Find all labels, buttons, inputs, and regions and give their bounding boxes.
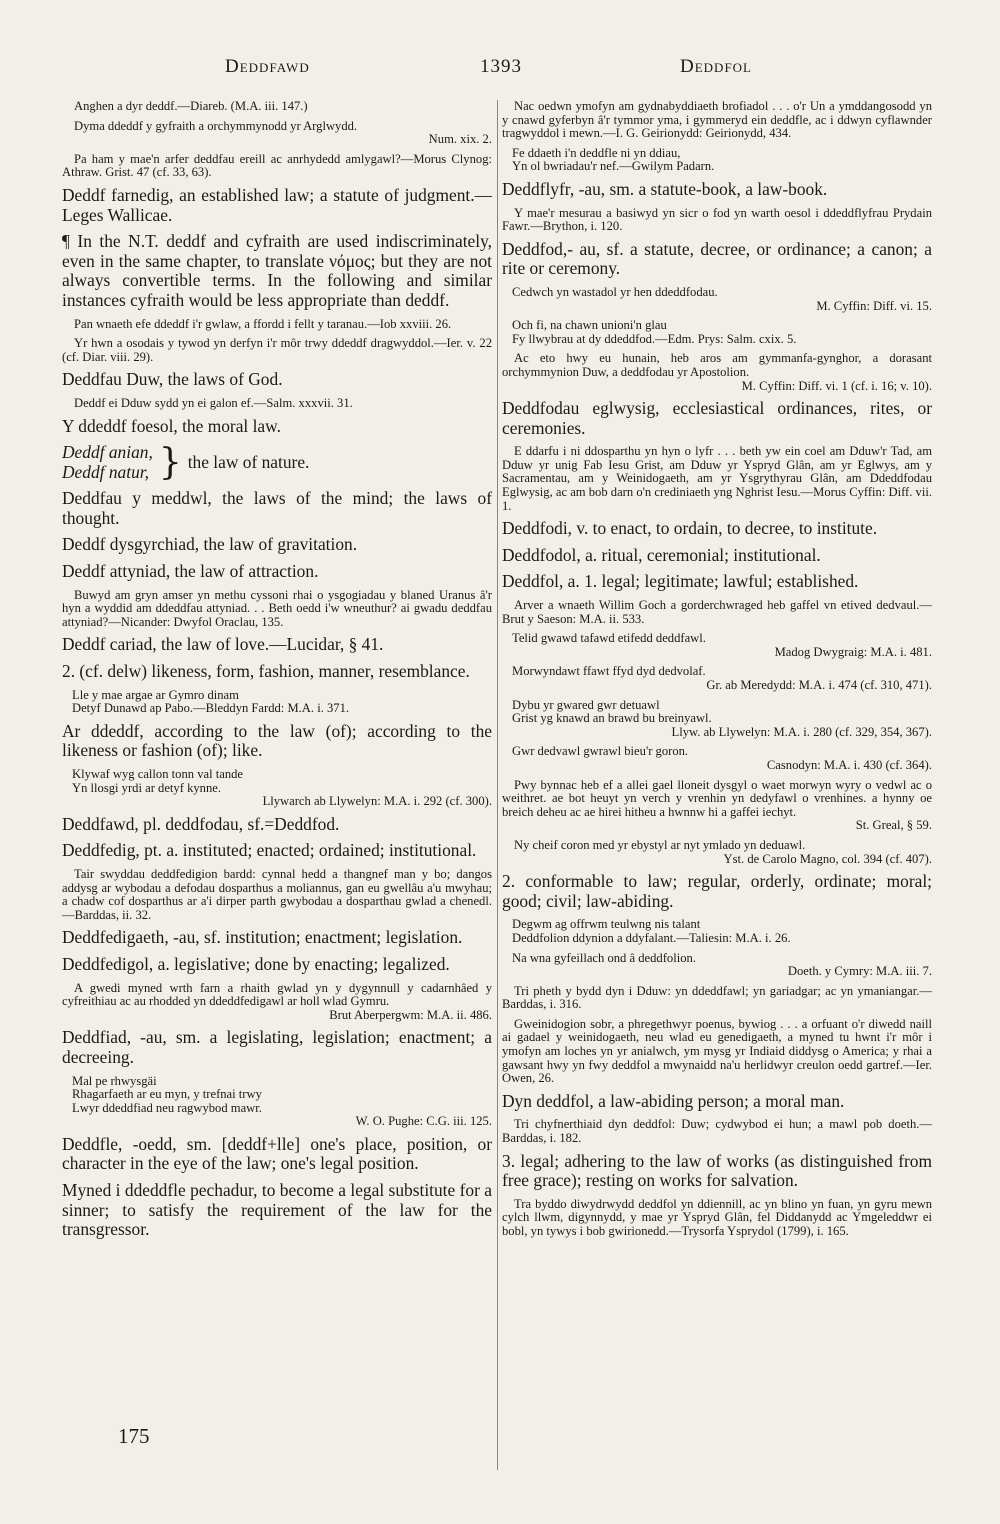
citation	[502, 952, 932, 979]
dictionary-entry	[62, 186, 492, 225]
citation	[502, 985, 932, 1012]
verse-line: Yn ol bwriadau'r nef.—Gwilym Padarn.	[512, 159, 715, 174]
citation-text: Yr hwn a osodais y tywod yn derfyn i'r môr trwy ddeddf dragwyddol.—Ier. v. 22 (cf. Diar. viii. 29).	[62, 336, 492, 364]
citation-text: Y mae'r mesurau a basiwyd yn sicr o fod yn warth oesol i ddeddflyfrau Prydain Fawr.—Brython, i. 120.	[502, 205, 932, 234]
dictionary-entry	[62, 562, 492, 582]
citation	[62, 868, 492, 922]
citation	[502, 147, 932, 174]
citation	[502, 100, 932, 141]
verse-line: Och fi, na chawn unioni'n glau	[512, 318, 667, 333]
left-column	[62, 100, 492, 1247]
citation-text: A gwedi myned wrth farn a rhaith gwlad yn y dygynnull y cadarnhâed y cyfreithiau ac au rhodded yn ddeddfedigawl ar holl wlad Gymru.	[62, 980, 492, 1009]
citation	[502, 1018, 932, 1086]
verse-line: Deddfolion ddynion a ddyfalant.—Taliesin: M.A. i. 26.	[512, 930, 791, 945]
dictionary-entry	[502, 399, 932, 438]
citation-source: Llyw. ab Llywelyn: M.A. i. 280 (cf. 329, 354, 367).	[671, 724, 932, 739]
citation	[62, 337, 492, 364]
citation	[62, 689, 492, 716]
dictionary-entry	[502, 240, 932, 279]
citation-text: Anghen a dyr deddf.—Diareb. (M.A. iii. 147.)	[74, 99, 308, 113]
entry-text: Deddfle, -oedd, sm. [deddf+lle] one's place, position, or character in the eye of the law; one's legal position.	[62, 1133, 492, 1174]
dictionary-entry	[502, 180, 932, 200]
verse-line: Klywaf wyg callon tonn val tande	[72, 767, 244, 781]
citation-source: Llywarch ab Llywelyn: M.A. i. 292 (cf. 300).	[262, 794, 492, 809]
entry-text: 2. (cf. delw) likeness, form, fashion, manner, resemblance.	[62, 661, 470, 682]
citation-source: Gr. ab Meredydd: M.A. i. 474 (cf. 310, 471).	[706, 678, 932, 692]
citation	[502, 599, 932, 626]
verse-line: Mal pe rhwysgäi	[72, 1073, 157, 1088]
entry-text: Dyn deddfol, a law-abiding person; a moral man.	[502, 1090, 845, 1111]
citation-source: St. Greal, § 59.	[855, 818, 932, 833]
citation-text: Ny cheif coron med yr ebystyl ar nyt ymlado yn deduawl.	[514, 837, 806, 852]
citation	[62, 397, 492, 411]
citation-text: Pa ham y mae'n arfer deddfau ereill ac anrhydedd amlygawl?—Morus Clynog: Athraw. Grist. 47 (cf. 33, 63).	[62, 151, 492, 180]
citation-text: Ac eto hwy eu hunain, heb aros am gymmanfa-gynghor, a dorasant orchymmynion Duw, a deddfodau yr Apostolion.	[502, 351, 932, 379]
entry-text: 2. conformable to law; regular, orderly, ordinate; moral; good; civil; law-abiding.	[502, 871, 932, 911]
citation-text: Gweinidogion sobr, a phregethwyr poenus, bywiog . . . a orfuant o'r diwedd naill ai gadael y weinidogaeth, neu wlad eu genedigaeth, a myned tu hwnt i'r môr i ymofyn am loches yn yr anialwch, ym mysg yr Indiaid diddysg o America; y rhai a gawsant hwy yn fwy deddfol a mwynaidd na'u herlidwyr creulon oedd gartref.—Ier. Owen, 26.	[502, 1016, 932, 1086]
entry-text: 3. legal; adhering to the law of works (as distinguished from free grace); resting on works for salvation.	[502, 1150, 932, 1191]
verse-line: Degwm ag offrwm teulwng nis talant	[512, 917, 701, 932]
entry-text: Ar ddeddf, according to the law (of); according to the likeness or fashion (of); like.	[62, 720, 492, 761]
dictionary-entry	[502, 546, 932, 566]
citation-text: Nac oedwn ymofyn am gydnabyddiaeth brofiadol . . . o'r Un a ymddangosodd yn y cnawd gyferbyn â'r tymmor yma, i gymmeryd ein deddfle, ac i ddwyn cyflawnder tragwyddol i mewn.—I. G. Geirionydd: Geirionydd, 434.	[502, 99, 932, 141]
entry-text: Deddf farnedig, an established law; a statute of judgment.—Leges Wallicae.	[62, 184, 492, 225]
citation-source: Doeth. y Cymry: M.A. iii. 7.	[787, 964, 932, 979]
dictionary-entry	[62, 232, 492, 310]
verse-line: Lwyr ddeddfiad neu ragwybod mawr.	[72, 1100, 262, 1115]
citation-source: Casnodyn: M.A. i. 430 (cf. 364).	[766, 757, 932, 772]
entry-text: Deddf dysgyrchiad, the law of gravitation.	[62, 534, 358, 555]
citation-text: Tair swyddau deddfedigion bardd: cynnal hedd a thangnef man y bo; dangos addysg ar wybodau a defodau dosparthus a moliannus, gan eu gwellâu a'u mwyhau; a chadw cof dosparthus ar a'i dirper parth gwybodau a dosparthau gwlad a chenedl.—Barddas, ii. 32.	[62, 866, 492, 922]
dictionary-entry	[62, 815, 492, 835]
citation-source: Yst. de Carolo Magno, col. 394 (cf. 407).	[723, 851, 932, 866]
citation	[62, 100, 492, 114]
verse-line: Fe ddaeth i'n deddfle ni yn ddiau,	[512, 145, 681, 160]
dictionary-entry	[502, 519, 932, 539]
verse-line: Na wna gyfeillach ond â deddfolion.	[512, 950, 696, 965]
verse-line: Yn llosgi yrdi ar detyf kynne.	[72, 780, 221, 795]
dictionary-entry	[62, 535, 492, 555]
column-divider	[497, 100, 498, 1470]
citation	[502, 207, 932, 234]
citation	[62, 768, 492, 809]
citation	[62, 1075, 492, 1129]
citation-source: Brut Aberpergwm: M.A. ii. 486.	[329, 1007, 492, 1022]
entry-gloss: the law of nature.	[187, 452, 310, 473]
entry-text: Y ddeddf foesol, the moral law.	[62, 415, 281, 436]
citation	[502, 779, 932, 833]
citation-text: Dyma ddeddf y gyfraith a orchymmynodd yr Arglwydd.	[74, 118, 358, 133]
entry-text: Deddfawd, pl. deddfodau, sf.=Deddfod.	[62, 813, 340, 834]
citation	[502, 839, 932, 866]
entry-text: Deddfol, a. 1. legal; legitimate; lawful; established.	[502, 571, 859, 592]
verse-line: Morwyndawt ffawt ffyd dyd dedvolaf.	[512, 664, 706, 679]
dictionary-entry	[62, 1135, 492, 1174]
entry-text: Deddfodi, v. to enact, to ordain, to decree, to institute.	[502, 518, 878, 539]
citation-text: Tra byddo diwydrwydd deddfol yn ddiennill, ac yn blino yn fuan, yn gyru mewn cylch llwm, digynnydd, y mae yr Yspryd Glân, fel Diddanydd ac Ymgeleddwr ei bobl, yn tywys i bob gwirionedd.—Trysorfa Ysprydol (1799), i. 165.	[502, 1196, 932, 1238]
dictionary-entry	[62, 370, 492, 390]
dictionary-entry	[62, 635, 492, 655]
entry-text: Deddfau Duw, the laws of God.	[62, 369, 283, 390]
citation-source: Madog Dwygraig: M.A. i. 481.	[774, 644, 932, 659]
entry-text: Deddfodau eglwysig, ecclesiastical ordinances, rites, or ceremonies.	[502, 398, 932, 438]
dictionary-entry	[502, 872, 932, 911]
dictionary-entry	[62, 841, 492, 861]
verse-line: Fy llwybrau at dy ddeddfod.—Edm. Prys: Salm. cxix. 5.	[512, 331, 797, 346]
dictionary-entry	[62, 662, 492, 682]
entry-text: Deddf cariad, the law of love.—Lucidar, § 41.	[62, 634, 384, 655]
citation-text: Pwy bynnac heb ef a allei gael lloneit dysgyl o waet morwyn wyry o vedwl ac o weithret. ae bot heuyt yn verch y vrenhin yn dedyfawl o vrenhines. a hynny oe breich deheu ac ae hirei hitheu a hwnnw hi a gaffei iechyt.	[502, 777, 932, 819]
verse-line: Cedwch yn wastadol yr hen ddeddfodau.	[512, 284, 718, 299]
dictionary-entry	[62, 955, 492, 975]
citation	[502, 745, 932, 772]
verse-line: Telid gwawd tafawd etifedd deddfawl.	[512, 631, 706, 646]
citation-source: M. Cyffin: Diff. vi. 15.	[816, 298, 932, 313]
entry-text: Deddfod,- au, sf. a statute, decree, or ordinance; a canon; a rite or ceremony.	[502, 238, 932, 279]
citation	[502, 319, 932, 346]
citation	[502, 918, 932, 945]
brace-terms	[62, 443, 153, 482]
citation	[62, 318, 492, 332]
running-head-left: Deddfawd	[225, 56, 310, 77]
citation-text: Tri chyfnerthiaid dyn deddfol: Duw; cydwybod ei hun; a mawl pob doeth.—Barddas, i. 182.	[502, 1117, 932, 1146]
citation-source: Num. xix. 2.	[428, 132, 492, 147]
citation	[62, 982, 492, 1023]
dictionary-entry	[62, 1028, 492, 1067]
entry-text: Deddfiad, -au, sm. a legislating, legislation; enactment; a decreeing.	[62, 1027, 492, 1067]
citation	[502, 699, 932, 740]
entry-text: Deddfedig, pt. a. instituted; enacted; ordained; institutional.	[62, 840, 477, 861]
running-head-right: Deddfol	[680, 56, 752, 77]
verse-line: Rhagarfaeth ar eu myn, y trefnai trwy	[72, 1087, 262, 1102]
entry-text: Deddf attyniad, the law of attraction.	[62, 561, 319, 582]
citation	[502, 1118, 932, 1145]
verse-line: Lle y mae argae ar Gymro dinam	[72, 687, 239, 702]
verse-line: Dybu yr gwared gwr detuawl	[512, 697, 660, 712]
entry-brace-group	[62, 443, 492, 482]
dictionary-entry	[62, 722, 492, 761]
citation	[502, 445, 932, 513]
dictionary-entry	[62, 489, 492, 528]
citation-text: Arver a wnaeth Willim Goch a gorderchwraged heb gaffel vn etived dedvaul.—Brut y Saeson: M.A. ii. 533.	[502, 598, 932, 626]
citation	[62, 589, 492, 630]
dictionary-entry	[62, 417, 492, 437]
citation	[502, 286, 932, 313]
citation-text: E ddarfu i ni ddosparthu yn hyn o lyfr . . . beth yw ein coel am Dduw'r Tad, am Dduw yr unig Fab Iesu Grist, am Dduw yr Yspryd Glân, am yr Eglwys, am y Sacramentau, am y Weinidogaeth, am yr Ysgrythyrau Glân, am Ddeddfodau Eglwysig, ac am bob darn o'n crediniaeth yng Nghrist Iesu.—Morus Cyffin: Diff. vii. 1.	[502, 444, 932, 513]
citation	[502, 665, 932, 692]
citation-source: W. O. Pughe: C.G. iii. 125.	[355, 1114, 492, 1129]
brace-glyph: }	[158, 441, 182, 483]
brace-term: Deddf natur,	[62, 461, 149, 482]
page-number: 1393	[480, 56, 522, 77]
verse-line: Detyf Dunawd ap Pabo.—Bleddyn Fardd: M.A. i. 371.	[72, 701, 350, 716]
running-head	[70, 56, 930, 80]
citation	[62, 153, 492, 180]
entry-text: Deddflyfr, -au, sm. a statute-book, a law-book.	[502, 178, 828, 199]
right-column	[502, 100, 932, 1245]
verse-line: Gwr dedvawl gwrawl bieu'r goron.	[512, 744, 689, 759]
dictionary-entry	[502, 1152, 932, 1191]
dictionary-entry	[502, 572, 932, 592]
entry-text: Myned i ddeddfle pechadur, to become a legal substitute for a sinner; to satisfy the requirement of the law for the transgressor.	[62, 1180, 492, 1240]
entry-text: Deddfodol, a. ritual, ceremonial; institutional.	[502, 544, 821, 565]
citation-text: Tri pheth y bydd dyn i Dduw: yn ddeddfawl; yn gariadgar; ac yn ymaniangar.—Barddas, i. 316.	[502, 983, 932, 1012]
dictionary-entry	[62, 1181, 492, 1240]
dictionary-entry	[62, 928, 492, 948]
citation	[502, 352, 932, 393]
citation	[62, 120, 492, 147]
citation-text: Pan wnaeth efe ddeddf i'r gwlaw, a ffordd i fellt y taranau.—Iob xxviii. 26.	[74, 316, 452, 331]
citation	[502, 1198, 932, 1239]
citation-source: M. Cyffin: Diff. vi. 1 (cf. i. 16; v. 10).	[741, 378, 932, 393]
entry-text: Deddfedigaeth, -au, sf. institution; enactment; legislation.	[62, 927, 463, 948]
citation	[502, 632, 932, 659]
verse-line: Grist yg knawd an brawd bu breinyawl.	[512, 711, 712, 726]
citation-text: Buwyd am gryn amser yn methu cyssoni rhai o ysgogiadau y blaned Uranus â'r hyn a wyddid am ddeddfau attyniad. . . Beth oedd i'w wneuthur? ai gwadu deddfau attyniad?—Nicander: Dwyfol Oraclau, 135.	[62, 587, 492, 629]
citation-text: Deddf ei Dduw sydd yn ei galon ef.—Salm. xxxvii. 31.	[74, 395, 353, 410]
brace-term: Deddf anian,	[62, 442, 153, 463]
page-signature: 175	[118, 1424, 150, 1448]
dictionary-entry	[502, 1092, 932, 1112]
entry-text: Deddfedigol, a. legislative; done by enacting; legalized.	[62, 953, 450, 974]
entry-text: Deddfau y meddwl, the laws of the mind; the laws of thought.	[62, 488, 492, 528]
entry-text: ¶ In the N.T. deddf and cyfraith are used indiscriminately, even in the same chapter, to translate νόμος; but they are not always convertible terms. In the following and similar instances cyfraith would be less appropriate than deddf.	[62, 231, 492, 310]
